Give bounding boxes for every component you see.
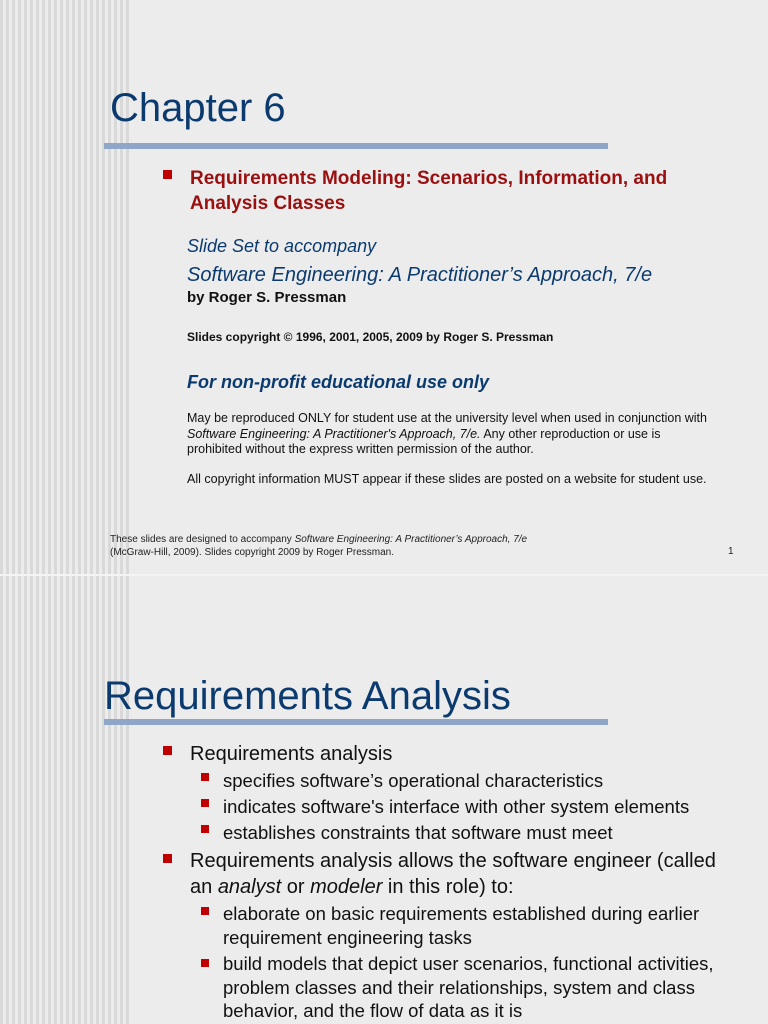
chapter-subtitle: Requirements Modeling: Scenarios, Information, and Analysis Classes xyxy=(190,168,668,214)
website-notice: All copyright information MUST appear if these slides are posted on a website for student use. xyxy=(187,472,707,486)
page-number: 1 xyxy=(728,546,734,557)
bullet-square-icon xyxy=(163,854,172,863)
nonprofit-notice: For non-profit educational use only xyxy=(187,372,490,392)
sub-bullet-item: elaborate on basic requirements established during earlier requirement engineering tasks xyxy=(223,903,700,948)
book-title: Software Engineering: A Practitioner’s Approach, 7/e xyxy=(187,264,653,286)
reproduction-notice: May be reproduced ONLY for student use at the university level when used in conjunction with Software Engineering: A Practitioner's Approach, 7/e. Any other reproduction or use is prohibited without the express written permission of the author. xyxy=(187,411,707,456)
bullet-square-icon xyxy=(163,170,172,179)
sub-bullet-item: build models that depict user scenarios, functional activities, problem classes and their relationships, system and class behavior, and the flow of data as it is xyxy=(223,953,714,1021)
copyright-line: Slides copyright © 1996, 2001, 2005, 2009 by Roger S. Pressman xyxy=(187,330,554,344)
sub-bullet-square-icon xyxy=(201,799,209,807)
title-underline xyxy=(104,143,608,149)
title-underline xyxy=(104,719,608,725)
sub-bullet-square-icon xyxy=(201,825,209,833)
slide-title: Requirements Analysis xyxy=(104,674,511,718)
bullet-requirements-analysis: Requirements analysis xyxy=(190,743,393,765)
sub-bullet-square-icon xyxy=(201,959,209,967)
sub-bullet-item: specifies software’s operational characteristics xyxy=(223,770,604,791)
sub-bullet-item: indicates software's interface with other system elements xyxy=(223,796,690,817)
bullet-square-icon xyxy=(163,746,172,755)
slide-footer: These slides are designed to accompany Software Engineering: A Practitioner’s Approach, 7/e (McGraw-Hill, 2009). Slides copyright 2009 by Roger Pressman. xyxy=(110,534,528,558)
sub-bullet-square-icon xyxy=(201,773,209,781)
sub-bullet-square-icon xyxy=(201,907,209,915)
sub-bullet-item: establishes constraints that software must meet xyxy=(223,822,613,843)
slide-title: Chapter 6 xyxy=(110,86,286,130)
slide-2 xyxy=(0,576,768,1024)
slide-set-label: Slide Set to accompany xyxy=(187,236,377,256)
author-line: by Roger S. Pressman xyxy=(187,289,347,306)
bullet-analyst-role: Requirements analysis allows the software engineer (called an analyst or modeler in this role) to: xyxy=(190,850,716,898)
